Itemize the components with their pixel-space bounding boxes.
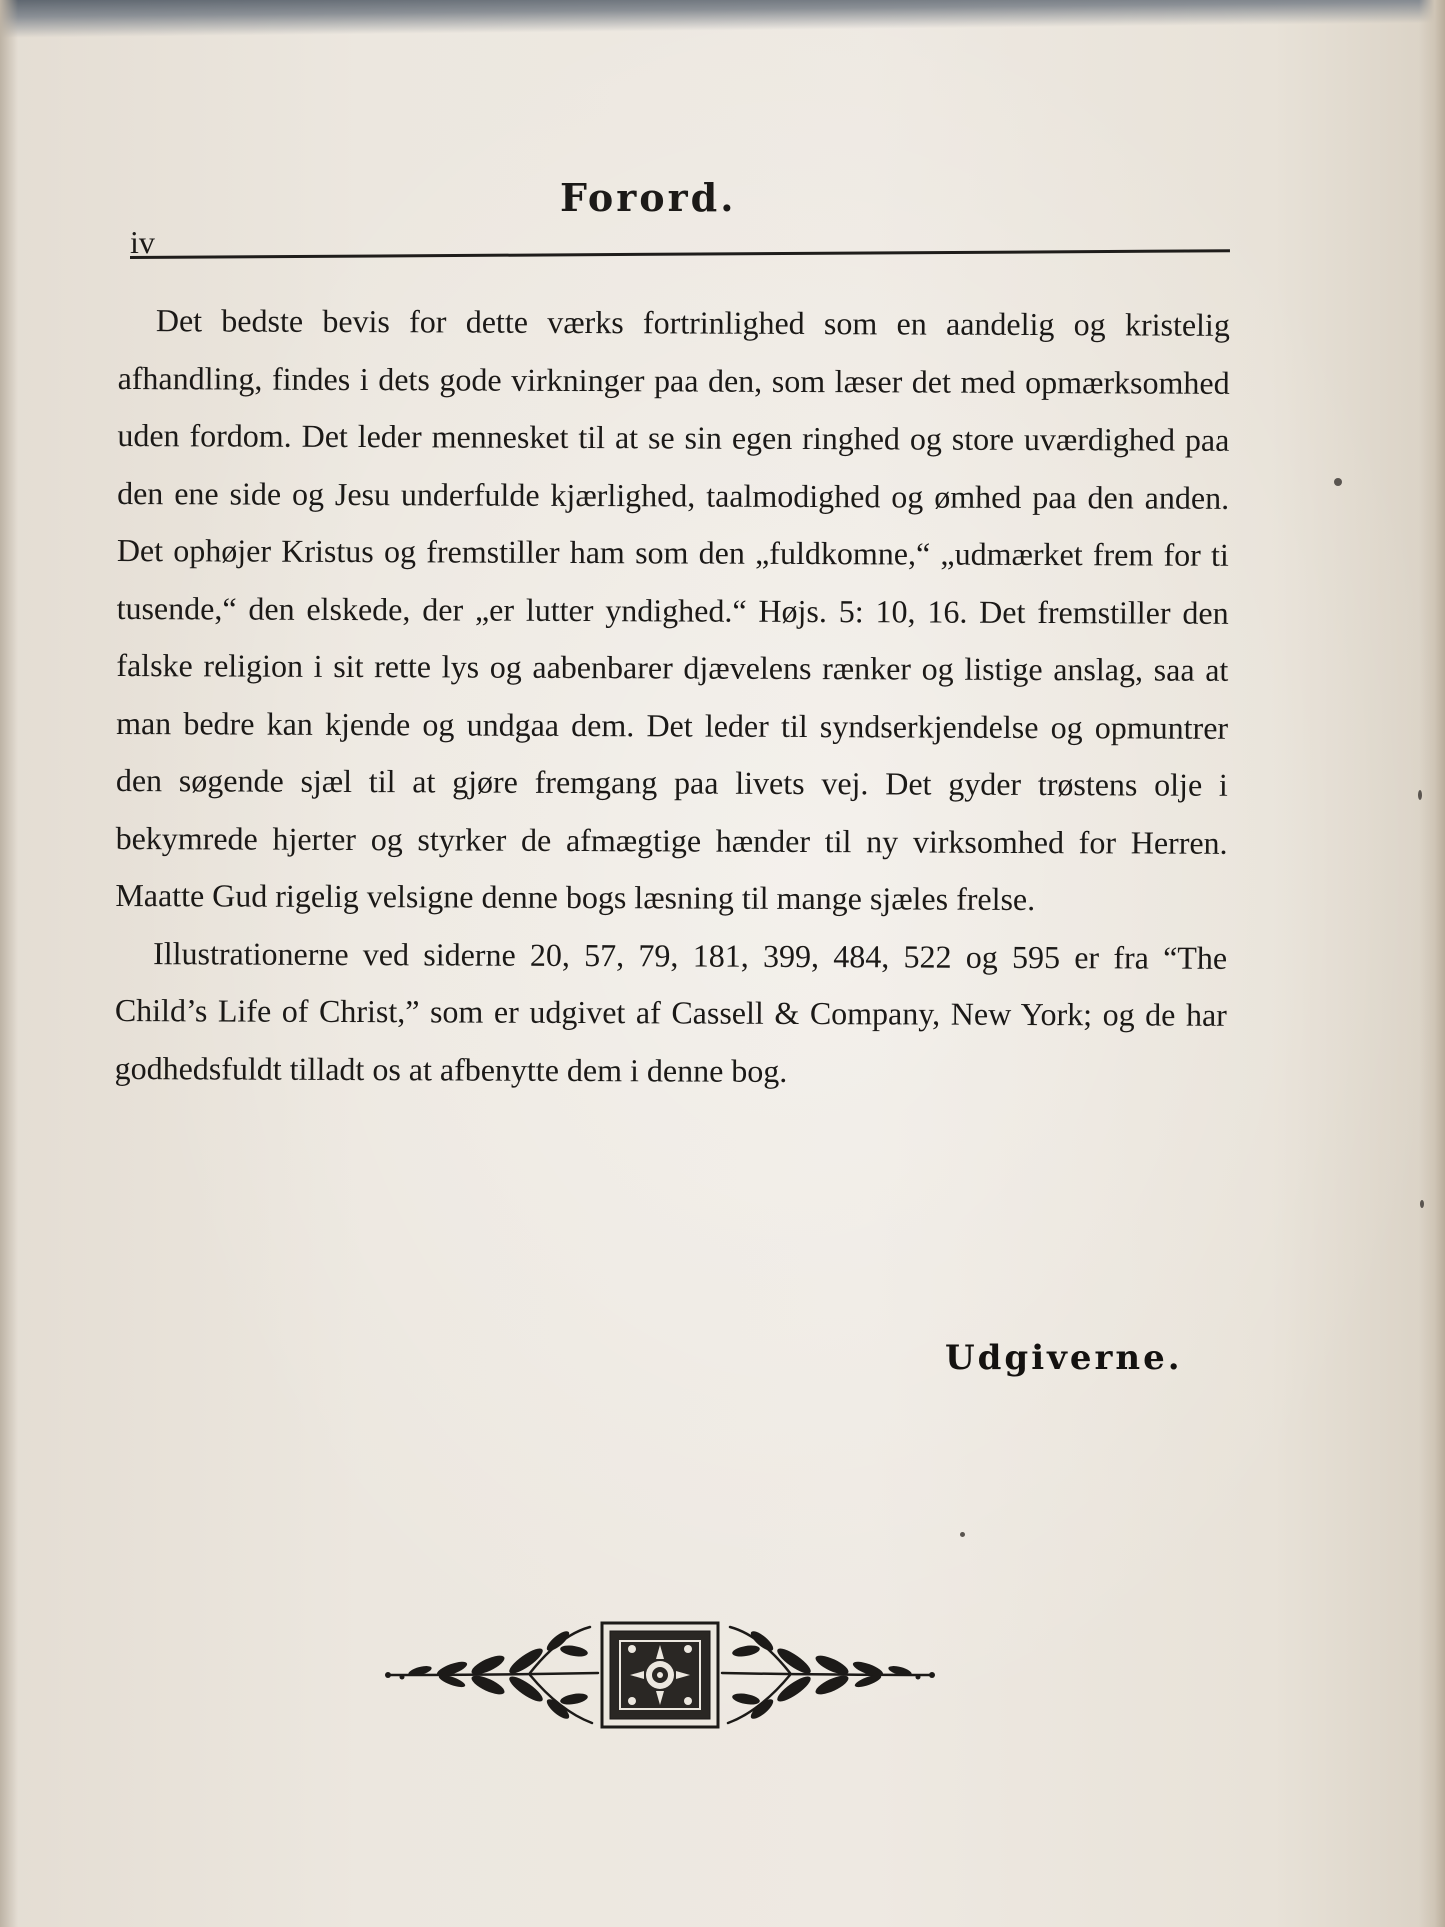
paper-speck <box>1334 478 1342 486</box>
header-rule <box>130 249 1230 259</box>
page-right-edge <box>1419 0 1445 1927</box>
paper-speck <box>960 1532 965 1537</box>
page-top-edge <box>0 0 1445 38</box>
paragraph-illustrations: Illustrationerne ved siderne 20, 57, 79, 181, 399, 484, 522 og 595 er fra “The Child’s Life of Christ,” som er udgivet af Cassell & Company, New York; og de har godhedsfuldt tilladt os at afbenytte dem i denne bog. <box>114 934 1228 1089</box>
page-left-edge <box>0 0 18 1927</box>
paper-speck <box>1418 790 1422 800</box>
page-number: iv <box>130 224 155 260</box>
paragraph-preface: Det bedste bevis for dette værks fortrinlighed som en aandelig og kristelig afhandling, findes i dets gode virkninger paa den, som læser det med opmærksomhed uden fordom. Det leder mennesket til at se sin egen ringhed og store uværdighed paa den ene side og Jesu underfulde kjærlighed, taalmodighed og ømhed paa den anden. Det ophøjer Kristus og fremstiller ham som den „fuldkomne,“ „udmærket frem for ti tusende,“ den elskede, der „er lutter yndighed.“ Højs. 5: 10, 16. Det fremstiller den falske religion i sit rette lys og aabenbarer djævelens rænker og listige anslag, saa at man bedre kan kjende og undgaa dem. Det leder til syndserkjendelse og opmuntrer den søgende sjæl til at gjøre fremgang paa livets vej. Det gyder trøstens olje i bekymrede hjerter og styrker de afmægtige hænder til ny virksomhed for Herren. Maatte Gud rigelig velsigne denne bogs læsning til mange sjæles frelse. <box>115 302 1230 918</box>
running-title: Forord. <box>560 175 737 220</box>
floral-tailpiece-icon <box>380 1615 940 1735</box>
signature: Udgiverne. <box>945 1338 1183 1378</box>
paper-speck <box>1420 1200 1424 1208</box>
body-text <box>114 292 1230 1102</box>
